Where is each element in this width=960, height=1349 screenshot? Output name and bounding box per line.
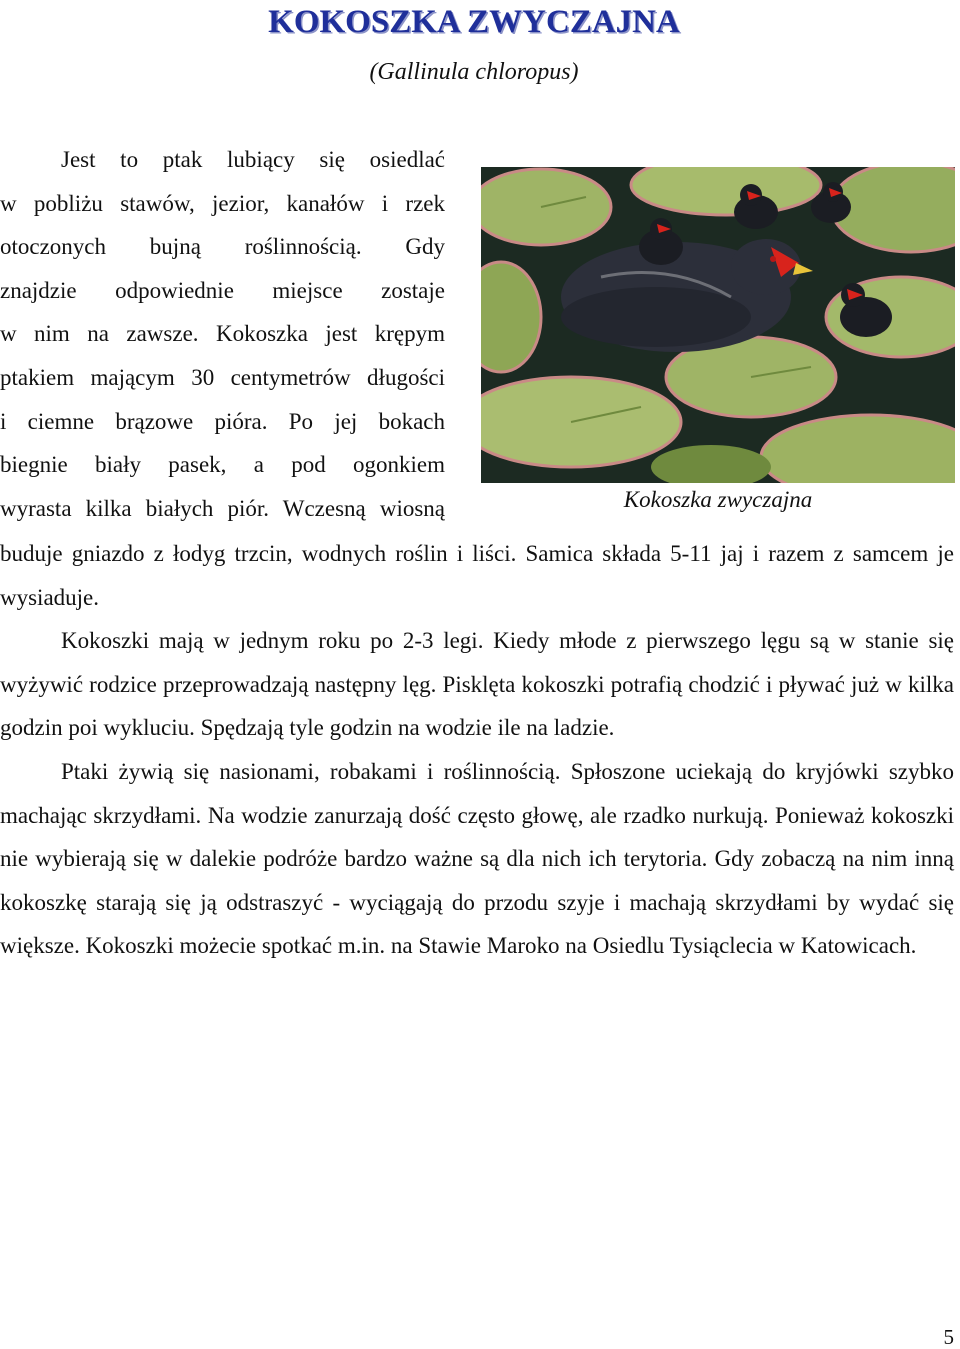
article-body [0, 532, 954, 968]
intro-line: w nim na zawsze. Kokoszka jest krępym [0, 321, 445, 347]
paragraph-1-continuation: buduje gniazdo z łodyg trzcin, wodnych roślin i liści. Samica składa 5-11 jaj i razem z samcem je wysiaduje. [0, 541, 954, 610]
intro-line: otoczonych bujną roślinnością. Gdy [0, 234, 445, 260]
paragraph-2: Kokoszki mają w jednym roku po 2-3 legi. Kiedy młode z pierwszego lęgu są w stanie się wyżywić rodzice przeprowadzają następny lęg. Pisklęta kokoszki potrafią chodzić i pływać już w kilka godzin poi wykluciu. Spędzają tyle godzin na wodzie ile na ladzie. [0, 628, 954, 741]
page-number: 5 [943, 1325, 954, 1349]
intro-line: znajdzie odpowiednie miejsce zostaje [0, 277, 445, 303]
photo-caption: Kokoszka zwyczajna [623, 487, 813, 512]
page-title: KOKOSZKA ZWYCZAJNA [268, 4, 680, 40]
intro-line: w pobliżu stawów, jezior, kanałów i rzek [0, 190, 445, 216]
intro-paragraph [0, 138, 445, 530]
moorhen-photo [481, 167, 955, 483]
moorhen-illustration [481, 167, 955, 483]
intro-line: i ciemne brązowe pióra. Po jej bokach [0, 408, 445, 434]
paragraph-3: Ptaki żywią się nasionami, robakami i roślinnością. Spłoszone uciekają do kryjówki szybko machając skrzydłami. Na wodzie zanurzają dość często głowę, ale rzadko nurkują. Ponieważ kokoszki nie wybierają się w dalekie podróże bardzo ważne są dla nich ich terytoria. Gdy zobaczą na nim inną kokoszkę starają się ją odstraszyć - wyciągają do przodu szyje i machają skrzydłami by wydać się większe. Kokoszki możecie spotkać m.in. na Stawie Maroko na Osiedlu Tysiąclecia w Katowicach. [0, 758, 954, 959]
intro-line: ptakiem mającym 30 centymetrów długości [0, 364, 445, 390]
intro-line: wyrasta kilka białych piór. Wczesną wiosną [0, 495, 445, 521]
intro-line: Jest to ptak lubiący się osiedlać [61, 147, 445, 172]
latin-name: (Gallinula chloropus) [369, 59, 579, 85]
intro-line: biegnie biały pasek, a pod ogonkiem [0, 452, 445, 478]
